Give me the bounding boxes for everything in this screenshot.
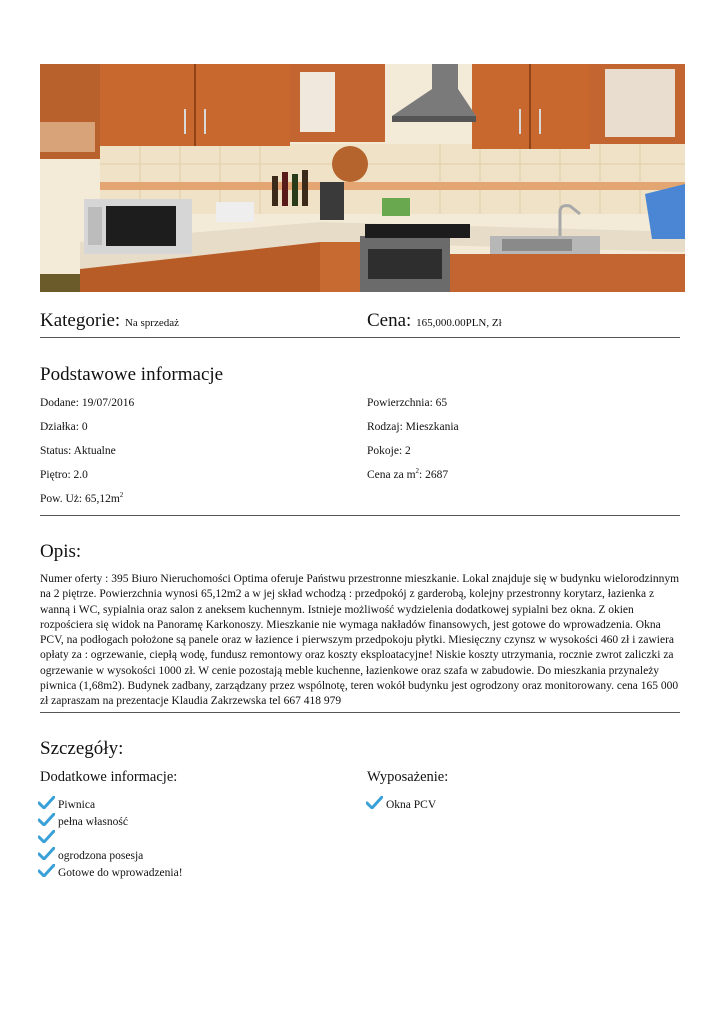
divider	[40, 515, 680, 516]
checkmark-icon	[38, 796, 55, 809]
equipment-title: Wyposażenie:	[367, 769, 449, 785]
info-value: 65,12m	[84, 493, 120, 505]
price-value: 165,000.00PLN, Zł	[416, 317, 502, 329]
feature-item: pełna własność	[58, 816, 128, 828]
info-value: Aktualne	[73, 445, 116, 457]
feature-item: Piwnica	[58, 799, 96, 811]
info-rooms	[367, 444, 411, 458]
info-label: Status:	[40, 445, 72, 457]
kitchen-photo-icon	[40, 64, 685, 292]
info-label: Powierzchnia:	[367, 397, 433, 409]
info-type	[367, 420, 459, 434]
info-sup: 2	[119, 491, 124, 500]
divider	[40, 337, 680, 338]
info-value: Mieszkania	[405, 421, 459, 433]
additional-info-title: Dodatkowe informacje:	[40, 769, 178, 785]
info-label: Piętro:	[40, 469, 71, 481]
basic-info-title: Podstawowe informacje	[40, 364, 224, 385]
category-label: Kategorie:	[40, 310, 121, 331]
category-row	[40, 310, 179, 334]
info-usable-area	[40, 492, 123, 506]
checkmark-icon	[366, 796, 383, 809]
checkmark-icon	[38, 830, 55, 843]
checkmark-icon	[38, 864, 55, 877]
price-row	[367, 310, 502, 334]
listing-photo	[40, 64, 685, 292]
info-status	[40, 444, 116, 458]
info-value: 2687	[425, 469, 449, 481]
info-floor	[40, 468, 88, 482]
info-value: 2.0	[73, 469, 88, 481]
info-area	[367, 396, 447, 410]
info-sup: 2	[415, 467, 420, 476]
info-label: Pokoje:	[367, 445, 403, 457]
description-title: Opis:	[40, 541, 82, 562]
info-label: Pow. Uż:	[40, 493, 83, 505]
checkmark-icon	[38, 813, 55, 826]
category-value: Na sprzedaż	[124, 317, 179, 329]
description-text: Numer oferty : 395 Biuro Nieruchomości Optima oferuje Państwu przestronne mieszkanie. Lokal znajduje się w budynku wielorodzinnym na 2 piętrze. Powierzchnia wynosi 65,12m2 a w jej skład wchodzą : przedpokój z garderobą, kolejny przestronny korytarz, łazienka z wanną i WC, sypialnia oraz salon z aneksem kuchennym. Istnieje możliwość wydzielenia dodatkowej sypialni bez okna. Z okien rozpościera się widok na Panoramę Karkonoszy. Mieszkanie nie wymaga nakładów finansowych, jest gotowe do wprowadzenia. Okna PCV, na podłogach położone są panele oraz w łazience i pierwszym przedpokoju płytki. Miesięczny czynsz w wysokości 460 zł i zawiera opłaty za : ogrzewanie, ciepłą wodę, fundusz remontowy oraz koszty eksploatacyjne! Niskie koszty utrzymania, rocznie zwrot zaliczki za ogrzewanie w wysokości 1000 zł. W cenie pozostają meble kuchenne, łazienkowe oraz szafa w zabudowie. Do mieszkania przynależy piwnica (1,68m2). Budynek zadbany, zarządzany przez wspólnotę, teren wokół budynku jest ogrodzony oraz monitorowany. cena 165 000 zł zapraszam na prezentacje Klaudia Zakrzewska tel 667 418 979	[40, 573, 680, 708]
info-price-per-m2	[367, 468, 448, 482]
info-label: Działka:	[40, 421, 79, 433]
info-label: Cena za m	[367, 469, 416, 481]
divider	[40, 712, 680, 713]
info-value: 65	[435, 397, 448, 409]
info-value: 19/07/2016	[81, 397, 135, 409]
info-added	[40, 396, 134, 410]
info-value: 2	[405, 445, 411, 457]
feature-item: ogrodzona posesja	[58, 850, 144, 862]
info-plot	[40, 420, 88, 434]
equipment-item: Okna PCV	[386, 799, 437, 811]
info-label-suffix: :	[419, 469, 423, 481]
info-label: Dodane:	[40, 397, 79, 409]
details-title: Szczegóły:	[40, 738, 124, 759]
info-label: Rodzaj:	[367, 421, 403, 433]
checkmark-icon	[38, 847, 55, 860]
info-value: 0	[81, 421, 88, 433]
price-label: Cena:	[367, 310, 412, 331]
feature-item: Gotowe do wprowadzenia!	[58, 867, 183, 879]
